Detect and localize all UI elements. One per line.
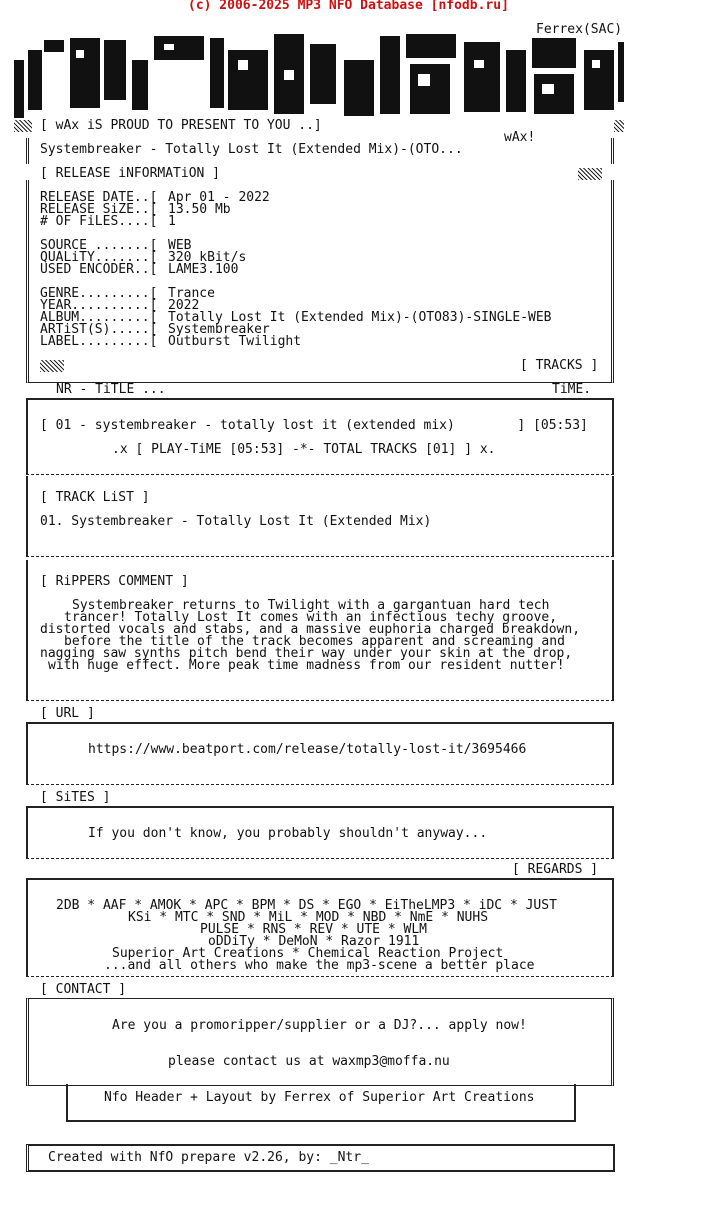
layout-credit: Nfo Header + Layout by Ferrex of Superior Art Creations bbox=[104, 1090, 535, 1105]
header-artist-credit: Ferrex(SAC) bbox=[536, 22, 623, 37]
column-time: TiME. bbox=[552, 382, 592, 397]
shade-left bbox=[14, 120, 32, 132]
info-label: QUALiTY.......[ bbox=[40, 250, 158, 265]
info-value: WEB bbox=[168, 238, 192, 253]
nfodb-banner: (c) 2006-2025 MP3 NFO Database [nfodb.ru] bbox=[188, 0, 509, 13]
info-value: Trance bbox=[168, 286, 215, 301]
wax-logo-art bbox=[14, 30, 624, 118]
tracklist-header: [ TRACK LiST ] bbox=[40, 490, 150, 505]
info-label: RELEASE SiZE..[ bbox=[40, 202, 158, 217]
info-label: YEAR..........[ bbox=[40, 298, 158, 313]
info-label: GENRE.........[ bbox=[40, 286, 158, 301]
info-value: 2022 bbox=[168, 298, 200, 313]
release-info-header: [ RELEASE iNFORMATiON ] bbox=[40, 166, 221, 181]
info-value: 1 bbox=[168, 214, 176, 229]
contact-line-email[interactable]: please contact us at waxmp3@moffa.nu bbox=[168, 1054, 450, 1069]
info-value: Apr 01 - 2022 bbox=[168, 190, 270, 205]
info-value: LAME3.100 bbox=[168, 262, 239, 277]
sites-text: If you don't know, you probably shouldn't anyway... bbox=[88, 826, 488, 841]
info-label: RELEASE DATE..[ bbox=[40, 190, 158, 205]
contact-header: [ CONTACT ] bbox=[40, 982, 127, 997]
info-value: Systembreaker bbox=[168, 322, 270, 337]
comment-header: [ RiPPERS COMMENT ] bbox=[40, 574, 189, 589]
tracks-header: [ TRACKS ] bbox=[520, 358, 599, 373]
url-header: [ URL ] bbox=[40, 706, 95, 721]
regards-line: oDDiTy * DeMoN * Razor 1911 bbox=[208, 934, 420, 949]
track-line: [ 01 - systembreaker - totally lost it (extended mix) ] [05:53] bbox=[40, 418, 588, 433]
comment-line: distorted vocals and stabs, and a massive euphoria charged breakdown, bbox=[40, 622, 581, 637]
info-value: Totally Lost It (Extended Mix)-(OTO83)-SINGLE-WEB bbox=[168, 310, 552, 325]
regards-line: Superior Art Creations * Chemical Reaction Project bbox=[112, 946, 504, 961]
info-value: 13.50 Mb bbox=[168, 202, 231, 217]
release-title: Systembreaker - Totally Lost It (Extended Mix)-(OTO... bbox=[40, 142, 463, 157]
comment-line: with huge effect. More peak time madness from our resident nutter! bbox=[48, 658, 565, 673]
contact-line-apply: Are you a promoripper/supplier or a DJ?... apply now! bbox=[112, 1018, 527, 1033]
present-line: [ wAx iS PROUD TO PRESENT TO YOU ..] bbox=[40, 118, 322, 133]
tracks-frame bbox=[26, 398, 614, 475]
regards-line: 2DB * AAF * AMOK * APC * BPM * DS * EGO * EiTheLMP3 * iDC * JUST bbox=[56, 898, 557, 913]
info-label: # OF FiLES....[ bbox=[40, 214, 158, 229]
comment-line: trancer! Totally Lost It comes with an infectious techy groove, bbox=[64, 610, 558, 625]
info-label: LABEL.........[ bbox=[40, 334, 158, 349]
comment-line: nagging saw synths pitch bend their way under your skin at the drop, bbox=[40, 646, 573, 661]
contact-frame bbox=[26, 998, 614, 1086]
comment-line: Systembreaker returns to Twilight with a gargantuan hard tech bbox=[72, 598, 550, 613]
shade-info bbox=[578, 168, 602, 180]
play-time: .x [ PLAY-TiME [05:53] -*- TOTAL TRACKS [01] ] x. bbox=[112, 442, 496, 457]
info-label: ALBUM.........[ bbox=[40, 310, 158, 325]
sites-header: [ SiTES ] bbox=[40, 790, 111, 805]
regards-line: PULSE * RNS * REV * UTE * WLM bbox=[200, 922, 427, 937]
column-nr-title: NR - TiTLE ... bbox=[56, 382, 166, 397]
info-label: ARTiST(S).....[ bbox=[40, 322, 158, 337]
url-link[interactable]: https://www.beatport.com/release/totally-lost-it/3695466 bbox=[88, 742, 527, 757]
shade-tracks bbox=[40, 360, 64, 372]
wax-tag: wAx! bbox=[504, 130, 536, 145]
info-value: 320 kBit/s bbox=[168, 250, 247, 265]
info-label: SOURCE .......[ bbox=[40, 238, 158, 253]
info-label: USED ENCODER..[ bbox=[40, 262, 158, 277]
footer-created-with: Created with NfO prepare v2.26, by: _Ntr_ bbox=[48, 1150, 369, 1165]
regards-line: KSi * MTC * SND * MiL * MOD * NBD * NmE * NUHS bbox=[128, 910, 489, 925]
tracklist-item: 01. Systembreaker - Totally Lost It (Extended Mix) bbox=[40, 514, 432, 529]
regards-line: ...and all others who make the mp3-scene a better place bbox=[104, 958, 535, 973]
info-value: Outburst Twilight bbox=[168, 334, 302, 349]
comment-line: before the title of the track becomes apparent and screaming and bbox=[64, 634, 565, 649]
regards-header: [ REGARDS ] bbox=[512, 862, 599, 877]
shade-right bbox=[614, 120, 624, 132]
